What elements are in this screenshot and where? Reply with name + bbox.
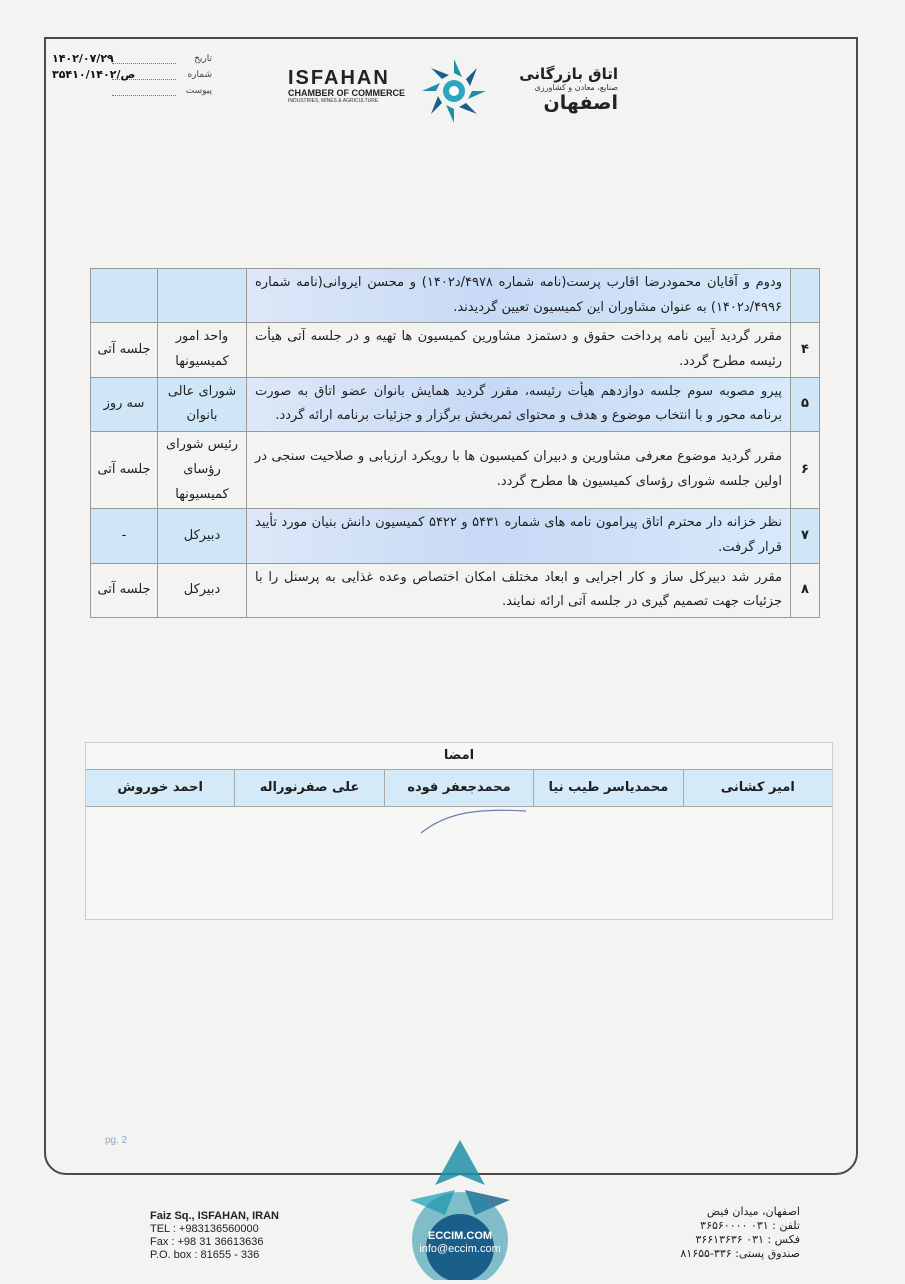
- row-responsible: واحد امور کمیسیونها: [158, 323, 247, 377]
- row-number: [791, 269, 820, 323]
- row-number: ۴: [791, 323, 820, 377]
- row-description: مقرر شد دبیرکل ساز و کار اجرایی و ابعاد مختلف امکان اختصاص وعده غذایی به پرسنل را با جزئیات جهت تصمیم گیری در جلسه آتی ارائه نمایند.: [247, 563, 791, 617]
- footer-fa-line: تلفن : ۰۳۱ ۳۶۵۶۰۰۰۰: [700, 1219, 800, 1232]
- row-responsible: شورای عالی بانوان: [158, 377, 247, 431]
- row-description: ودوم و آقایان محمودرضا اقارب پرست(نامه شماره ۴۹۷۸/د۱۴۰۲) و محسن ایروانی(نامه شماره ۴۹۹۶/د۱۴۰۲) به عنوان مشاوران این کمیسیون تعیین گردیدند.: [247, 269, 791, 323]
- logo-en-name: ISFAHAN: [288, 67, 390, 89]
- row-description: نظر خزانه دار محترم اتاق پیرامون نامه های شماره ۵۴۳۱ و ۵۴۲۲ کمیسیون دانش بنیان مورد تأیید قرار گرفت.: [247, 509, 791, 563]
- resolution-row: [91, 377, 820, 431]
- row-number: ۷: [791, 509, 820, 563]
- signature-title: امضا: [86, 743, 832, 770]
- footer-email[interactable]: info@eccim.com: [419, 1243, 501, 1255]
- logo-fa-line2: صنایع، معادن و کشاورزی: [534, 83, 618, 92]
- date-value: ۱۴۰۲/۰۷/۲۹: [52, 52, 114, 65]
- row-number: ۵: [791, 377, 820, 431]
- resolution-row: [91, 563, 820, 617]
- resolution-row: [91, 432, 820, 509]
- footer-web[interactable]: ECCIM.COM: [427, 1230, 493, 1242]
- footer-fa-line: صندوق پستی: ۳۳۶-۸۱۶۵۵: [680, 1247, 800, 1260]
- row-responsible: دبیرکل: [158, 509, 247, 563]
- row-number: ۸: [791, 563, 820, 617]
- footer-en-line: P.O. box : 81655 - 336: [150, 1249, 260, 1261]
- resolution-row: [91, 509, 820, 563]
- resolutions-table: [90, 268, 820, 618]
- footer-emblem: [400, 1130, 520, 1280]
- footer-address-en: [150, 1210, 279, 1262]
- footer-fa-line: فکس : ۰۳۱ ۳۶۶۱۳۶۳۶: [695, 1233, 800, 1246]
- row-deadline: جلسه آتی: [91, 323, 158, 377]
- number-label: شماره: [187, 70, 212, 80]
- footer-fa-line: اصفهان، میدان فیض: [706, 1205, 800, 1218]
- row-deadline: سه روز: [91, 377, 158, 431]
- signature-stroke: [416, 803, 536, 843]
- resolution-row: [91, 323, 820, 377]
- footer-address-fa: [640, 1205, 800, 1261]
- logo-fa-line1: اتاق بازرگانی: [519, 65, 618, 83]
- signature-block: [85, 742, 833, 920]
- logo-en-small: INDUSTRIES, MINES & AGRICULTURE: [288, 98, 379, 104]
- footer-en-line: Fax : +98 31 36613636: [150, 1236, 264, 1248]
- signatory-name: محمدجعفر فوده: [384, 770, 533, 806]
- resolution-row: [91, 269, 820, 323]
- row-description: مقرر گردید موضوع معرفی مشاورین و دبیران کمیسیون ها با رویکرد ارزیابی و صلاحیت سنجی در اولین جلسه شورای رؤسای کمیسیون ها مطرح گردد.: [247, 432, 791, 509]
- row-description: مقرر گردید آیین نامه پرداخت حقوق و دستمزد مشاورین کمیسیون ها تهیه و در جلسه آتی هیأت رئیسه مطرح گردد.: [247, 323, 791, 377]
- date-label: تاریخ: [194, 54, 212, 64]
- signatory-name: علی صفرنوراله: [234, 770, 383, 806]
- letter-meta: [52, 52, 212, 100]
- chamber-logo: [288, 55, 628, 135]
- row-responsible: دبیرکل: [158, 563, 247, 617]
- row-deadline: جلسه آتی: [91, 563, 158, 617]
- signatory-name: محمدیاسر طیب نیا: [533, 770, 682, 806]
- row-responsible: [158, 269, 247, 323]
- footer-en-line: Faiz Sq., ISFAHAN, IRAN: [150, 1210, 279, 1222]
- number-value: ۳۵۴۱۰/ص/۱۴۰۲: [52, 68, 136, 81]
- row-description: پیرو مصوبه سوم جلسه دوازدهم هیأت رئیسه، مقرر گردید همایش بانوان عضو اتاق به صورت برنامه محور و با انتخاب موضوع و هدف و محتوای ثمربخش برگزار و جزئیات برنامه ارائه گردد.: [247, 377, 791, 431]
- page-number: pg. 2: [105, 1135, 128, 1146]
- chamber-emblem-icon: [418, 55, 490, 127]
- row-deadline: جلسه آتی: [91, 432, 158, 509]
- signatory-name: احمد خوروش: [117, 780, 203, 795]
- signatory-name: امیر کشانی: [683, 770, 832, 806]
- row-responsible: رئیس شورای رؤسای کمیسیونها: [158, 432, 247, 509]
- row-number: ۶: [791, 432, 820, 509]
- row-deadline: [91, 269, 158, 323]
- logo-en-sub: CHAMBER OF COMMERCE: [288, 88, 405, 98]
- attachment-label: پیوست: [185, 86, 212, 96]
- row-deadline: -: [91, 509, 158, 563]
- logo-fa-line3: اصفهان: [543, 92, 618, 114]
- footer-en-line: TEL : +983136560000: [150, 1223, 259, 1235]
- signature-names-row: [86, 770, 832, 807]
- footer-emblem-icon: [400, 1130, 520, 1280]
